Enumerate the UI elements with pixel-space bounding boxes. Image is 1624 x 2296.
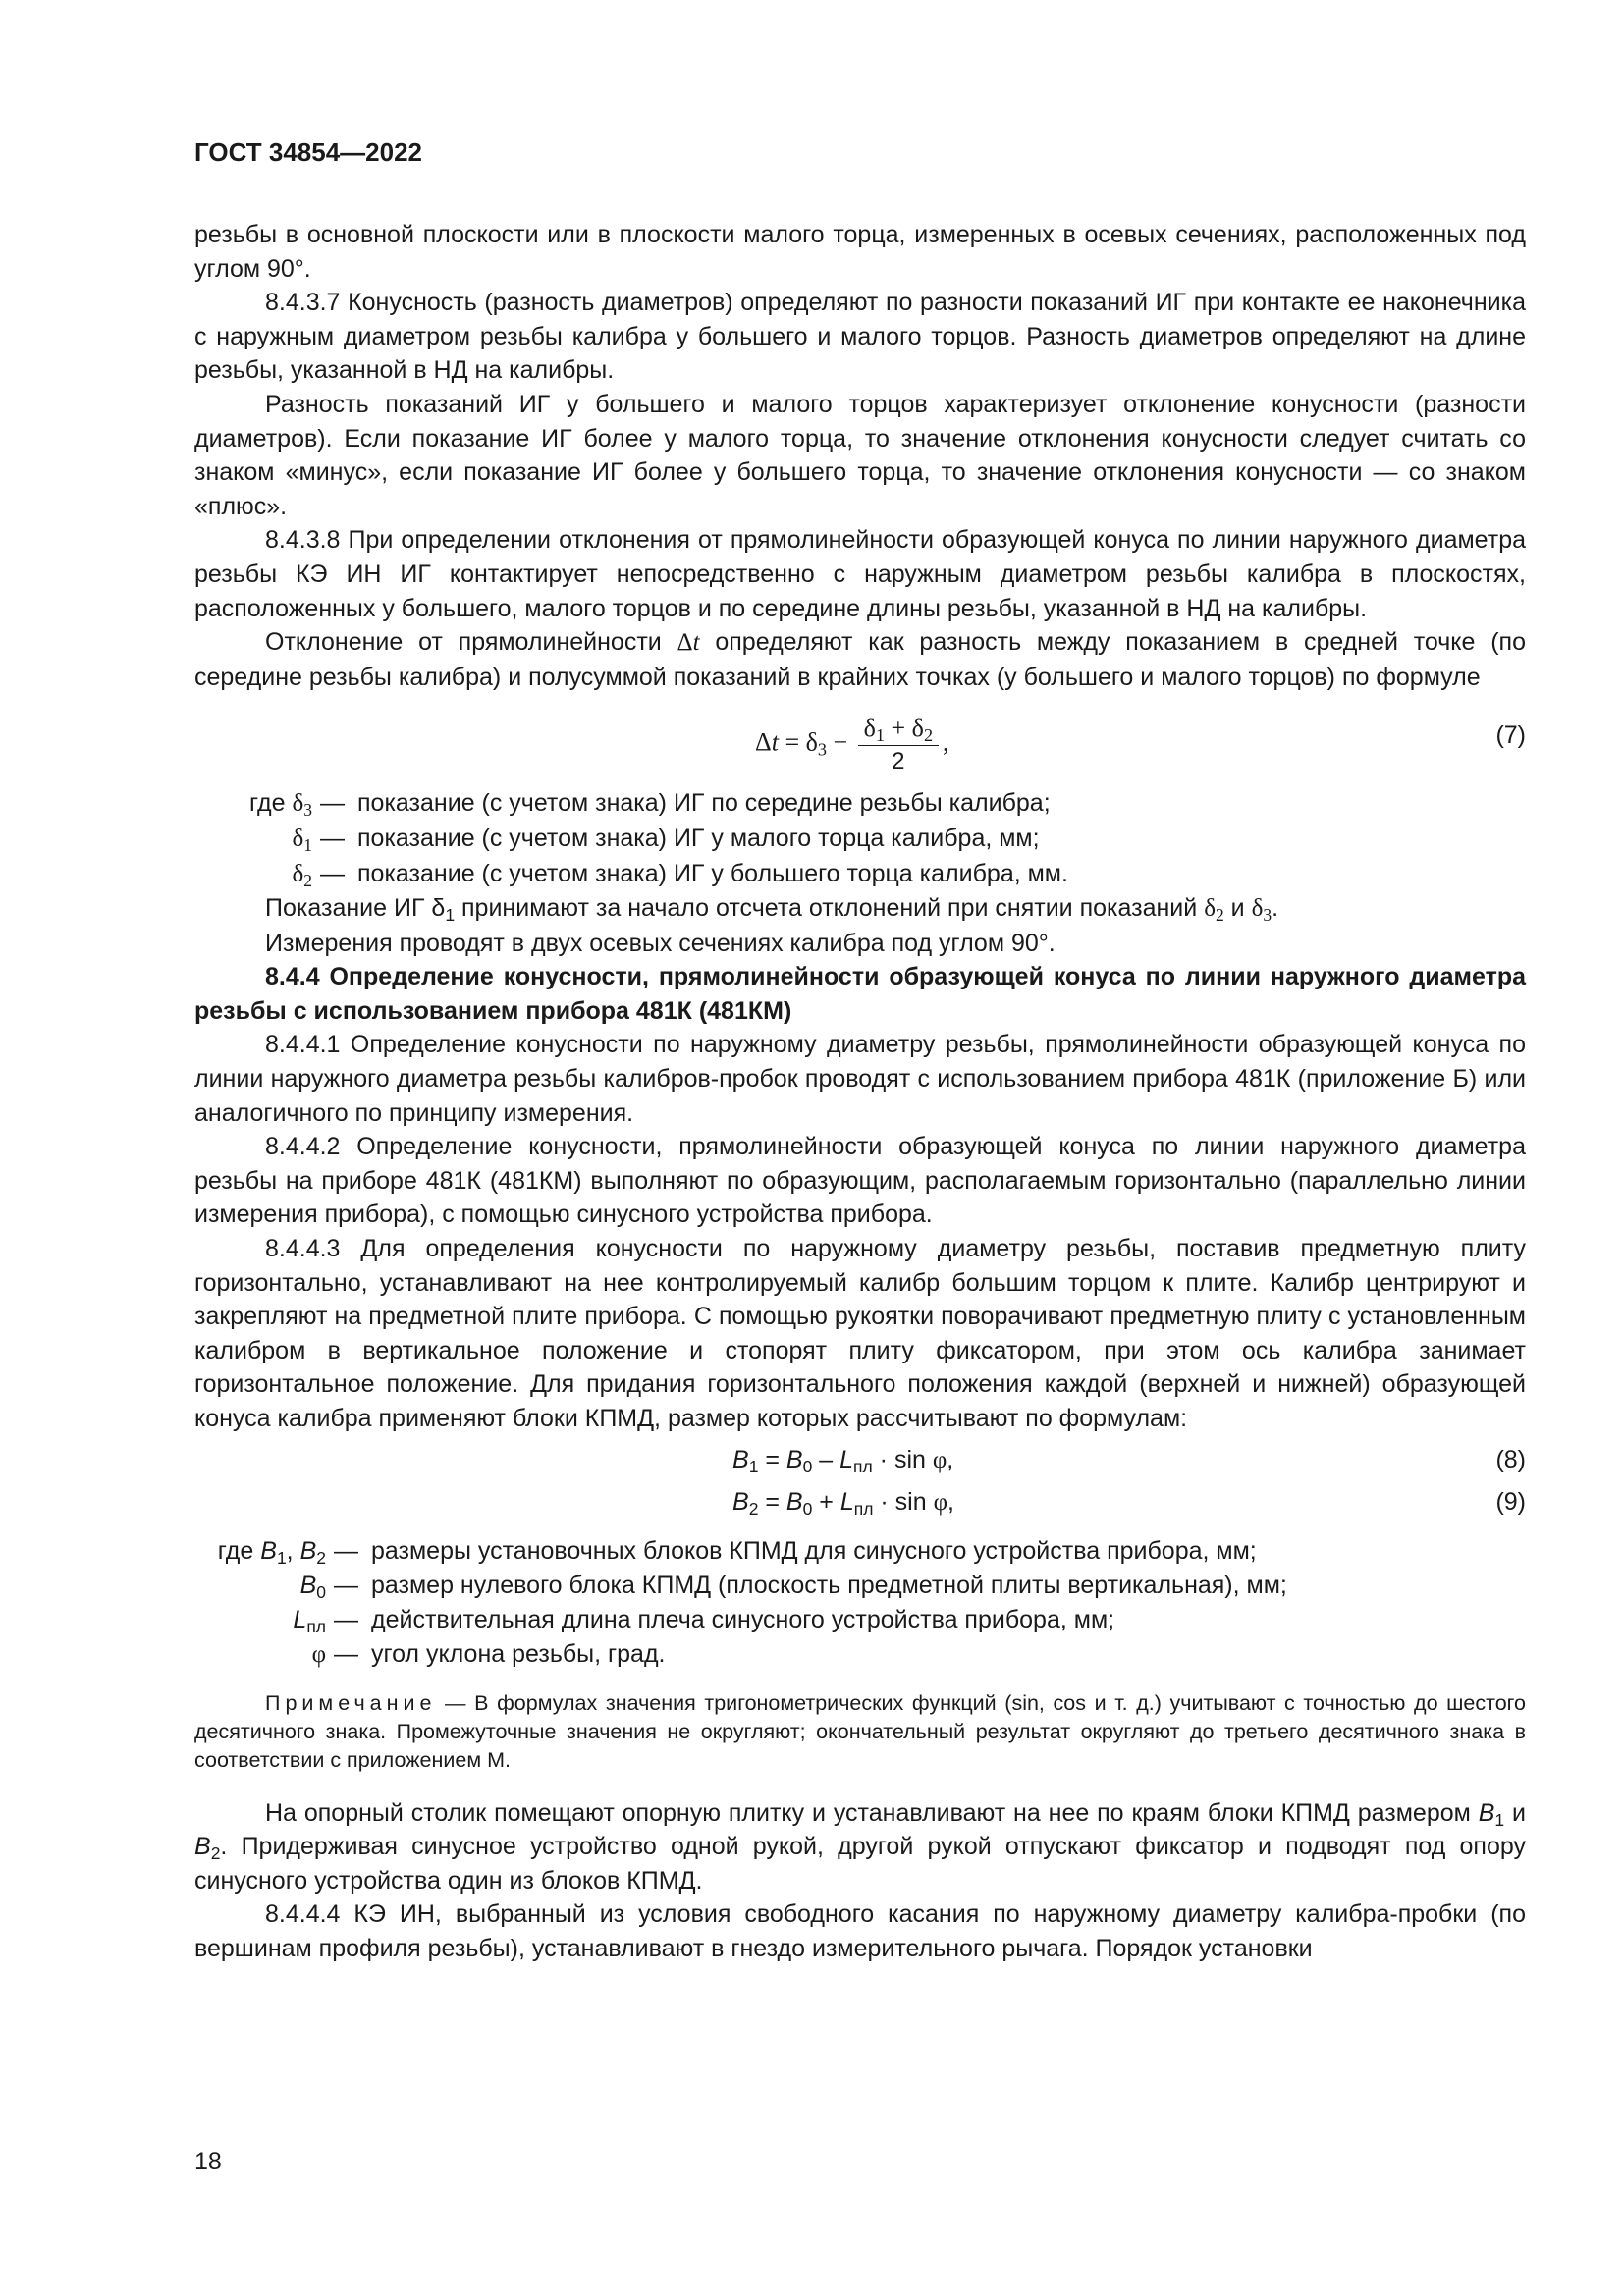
definition: показание (с учетом знака) ИГ у большего торца калибра, мм. xyxy=(357,859,1068,887)
paragraph: На опорный столик помещают опорную плитку и устанавливают на нее по краям блоки КПМД размером $B_1$ и $B_2$. Придерживая синусное устройство одной рукой, другой рукой отпускают фиксатор и подводят под опору синусного устройства один из блоков КПМД. xyxy=(194,1798,1526,1895)
formula-7 xyxy=(194,694,1526,780)
formula-7-expression: $\Delta t = \delta_3$ − $\frac{\delta_1 + \delta_2}{2}$ , xyxy=(755,714,949,775)
where-list-2: где $B_1$, $B_2$ — размеры установочных блоков КПМД для синусного устройства прибора, мм; $B_0$ — размер нулевого блока КПМД (плоскость предметной плиты вертикальная), мм; $L_{пл}$ — действительная длина плеча синусного устройства прибора, мм; φ — угол уклона резьбы, град. xyxy=(194,1534,1526,1672)
formula-number: (9) xyxy=(1495,1487,1526,1516)
note-text: — В формулах значения тригонометрических функций (sin, cos и т. д.) учитывают с точностью до шестого десятичного знака. Промежуточные значения не округляют; окончательный результат округляют до третьего десятичного знака в соответствии с приложением М. xyxy=(194,1690,1526,1772)
paragraph-8-4-4-2: 8.4.4.2 Определение конусности, прямолинейности образующей конуса по линии наружного диаметра резьбы на приборе 481К (481КМ) выполняют по образующим, располагаемым горизонтально (параллельно линии измерения прибора), с помощью синусного устройства прибора. xyxy=(194,1133,1526,1229)
formula-8-expression: $B_1 = B_0 - L_{пл} \cdot \sin \varphi$, xyxy=(732,1445,954,1476)
symbol-delta2: $\delta_2$ xyxy=(292,860,312,890)
note xyxy=(194,1689,1526,1775)
definition: угол уклона резьбы, град. xyxy=(371,1639,666,1668)
paragraph-8-4-3-8: 8.4.3.8 При определении отклонения от прямолинейности образующей конуса по линии наружного диаметра резьбы КЭ ИН ИГ контактирует непосредственно с наружным диаметром резьбы калибра в плоскостях, расположенных у большего, малого торцов и по середине длины резьбы, указанной в НД на калибры. xyxy=(194,526,1526,622)
definition: размер нулевого блока КПМД (плоскость предметной плиты вертикальная), мм; xyxy=(371,1571,1287,1599)
definition: действительная длина плеча синусного устройства прибора, мм; xyxy=(371,1605,1115,1633)
section-heading-8-4-4: 8.4.4 Определение конусности, прямолинейности образующей конуса по линии наружного диаметра резьбы с использованием прибора 481К (481КМ) xyxy=(194,963,1526,1025)
page-number: 18 xyxy=(194,2148,222,2175)
paragraph: Отклонение от прямолинейности Δt определяют как разность между показанием в средней точке (по середине резьбы калибра) и полусуммой показаний в крайних точках (у большего и малого торцов) по формуле xyxy=(194,628,1526,691)
symbol-lpl: $L_{пл}$ xyxy=(293,1605,326,1636)
symbol-b1-b2: где $B_1$, $B_2$ xyxy=(217,1536,326,1568)
where-list-1: где $\delta_3$ — показание (с учетом знака) ИГ по середине резьбы калибра; $\delta_1$ — показание (с учетом знака) ИГ у малого торца калибра, мм; $\delta_2$ — показание (с учетом знака) ИГ у большего торца калибра, мм. xyxy=(194,786,1526,891)
document-header: ГОСТ 34854—2022 xyxy=(194,137,422,167)
note-label: Примечание xyxy=(265,1690,437,1715)
paragraph: Показание ИГ $\delta_1$ принимают за начало отсчета отклонений при снятии показаний $\delta_2$ и $\delta_3$. xyxy=(265,894,1279,926)
formula-9-expression: $B_2 = B_0 + L_{пл} \cdot \sin \varphi$, xyxy=(732,1487,954,1519)
paragraph-8-4-4-1: 8.4.4.1 Определение конусности по наружному диаметру резьбы, прямолинейности образующей конуса по линии наружного диаметра резьбы калибров-пробок проводят с использованием прибора 481К (приложение Б) или аналогичного по принципу измерения. xyxy=(194,1031,1526,1127)
formula-number: (7) xyxy=(1495,721,1526,750)
symbol-b0: $B_0$ xyxy=(299,1571,326,1602)
formula-9 xyxy=(194,1484,1526,1526)
paragraph: резьбы в основной плоскости или в плоскости малого торца, измеренных в осевых сечениях, расположенных под углом 90°. xyxy=(194,221,1526,283)
paragraph-8-4-4-4: 8.4.4.4 КЭ ИН, выбранный из условия свободного касания по наружному диаметру калибра-пробки (по вершинам профиля резьбы), устанавливают в гнездо измерительного рычага. Порядок установки xyxy=(194,1900,1526,1962)
definition: размеры установочных блоков КПМД для синусного устройства прибора, мм; xyxy=(371,1536,1257,1565)
paragraph: Измерения проводят в двух осевых сечениях калибра под углом 90°. xyxy=(265,929,1056,957)
symbol-delta3: где $\delta_3$ xyxy=(249,789,312,821)
paragraph-8-4-3-7: 8.4.3.7 Конусность (разность диаметров) определяют по разности показаний ИГ при контакте ее наконечника с наружным диаметром резьбы калибра у большего и малого торцов. Разность диаметров определяют на длине резьбы, указанной в НД на калибры. xyxy=(194,289,1526,385)
definition: показание (с учетом знака) ИГ по середине резьбы калибра; xyxy=(357,789,1051,818)
paragraph: Разность показаний ИГ у большего и малого торцов характеризует отклонение конусности (разности диаметров). Если показание ИГ более у малого торца, то значение отклонения конусности следует считать со знаком «минус», если показание ИГ более у большего торца, то значение отклонения конусности — со знаком «плюс». xyxy=(194,390,1526,520)
formula-number: (8) xyxy=(1495,1445,1526,1473)
definition: показание (с учетом знака) ИГ у малого торца калибра, мм; xyxy=(357,824,1040,852)
symbol-delta1: $\delta_1$ xyxy=(292,825,312,855)
paragraph-8-4-4-3: 8.4.4.3 Для определения конусности по наружному диаметру резьбы, поставив предметную плиту горизонтально, устанавливают на нее контролируемый калибр большим торцом к плите. Калибр центрируют и закрепляют на предметной плите прибора. С помощью рукоятки поворачивают предметную плиту с установленным калибром в вертикальное положение и стопорят плиту фиксатором, при этом ось калибра занимает горизонтальное положение. Для придания горизонтального положения каждой (верхней и нижней) образующей конуса калибра применяют блоки КПМД, размер которых рассчитывают по формулам: xyxy=(194,1235,1526,1432)
symbol-phi: φ xyxy=(311,1640,326,1668)
formula-8 xyxy=(194,1442,1526,1484)
document-page xyxy=(194,137,1526,1966)
